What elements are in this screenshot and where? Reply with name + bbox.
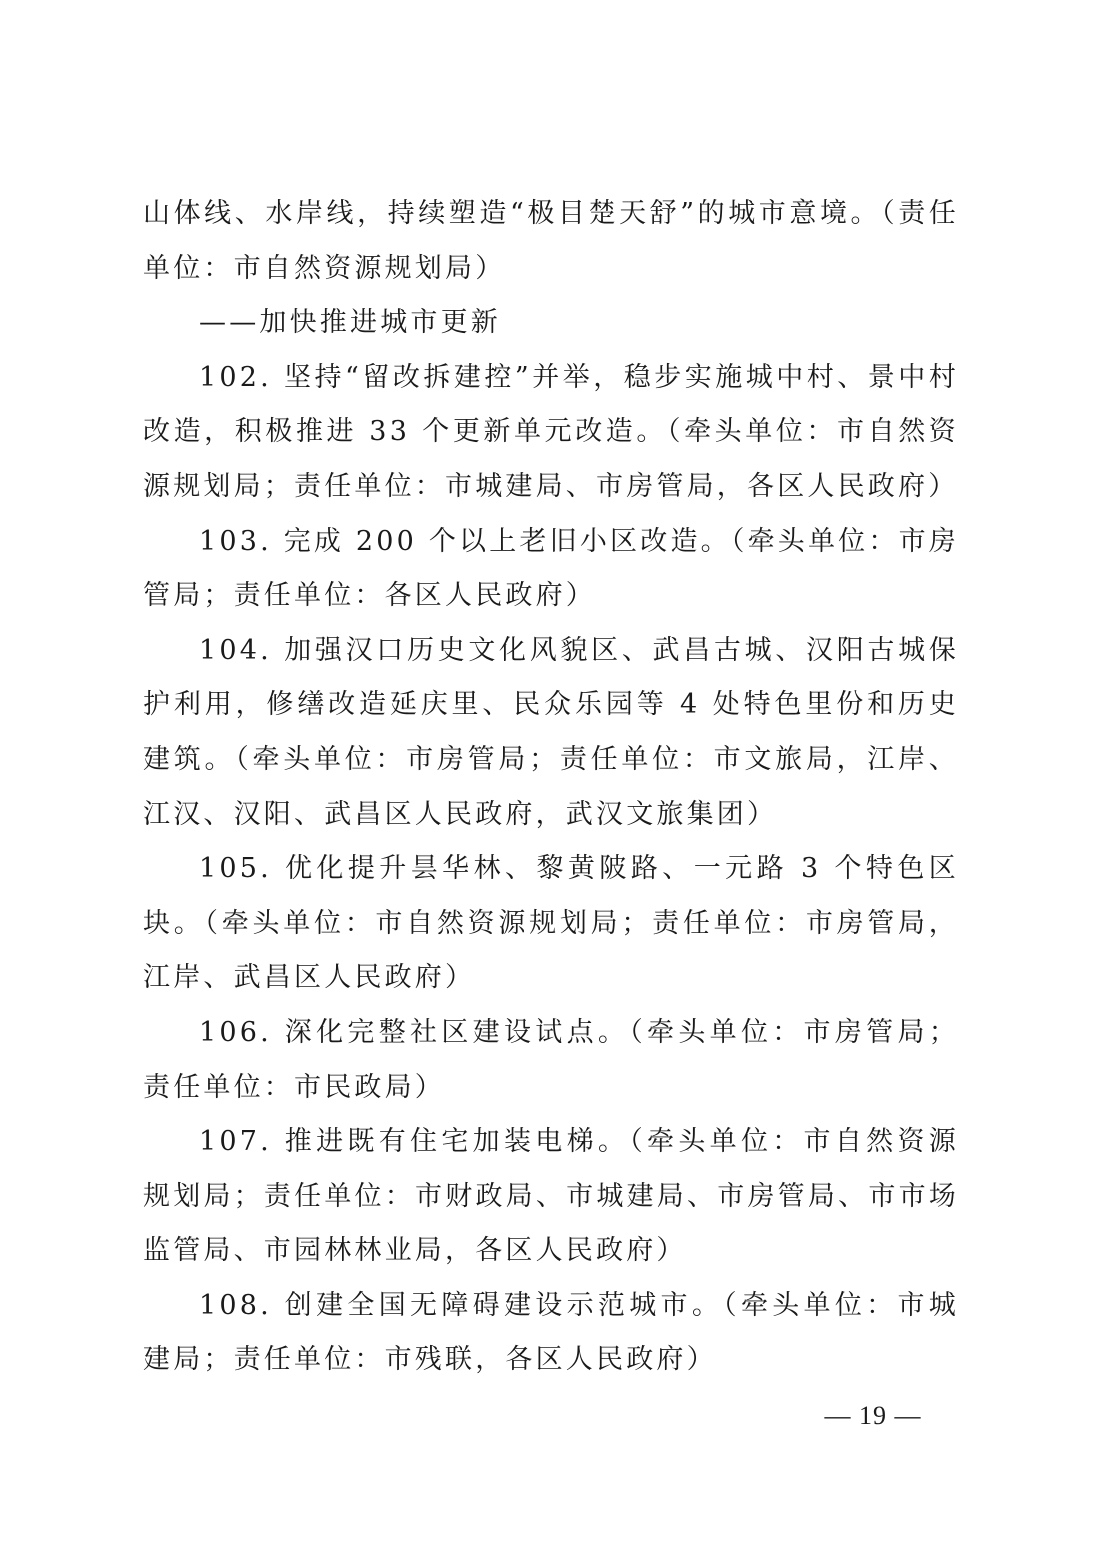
- page-number: — 19 —: [824, 1401, 922, 1430]
- section-heading: ——加快推进城市更新: [199, 307, 501, 339]
- item-104: 104. 加强汉口历史文化风貌区、武昌古城、汉阳古城保护利用，修缮改造延庆里、民众乐园等 4 处特色里份和历史建筑。（牵头单位：市房管局；责任单位：市文旅局，江岸、江汉、汉阳、武昌区人民政府，武汉文旅集团）: [143, 634, 959, 830]
- paragraph-continuation: 山体线、水岸线，持续塑造“极目楚天舒”的城市意境。（责任单位：市自然资源规划局）: [143, 198, 959, 284]
- item-103: 103. 完成 200 个以上老旧小区改造。（牵头单位：市房管局；责任单位：各区人民政府）: [143, 525, 959, 612]
- item-102: 102. 坚持“留改拆建控”并举，稳步实施城中村、景中村改造，积极推进 33 个更新单元改造。（牵头单位：市自然资源规划局；责任单位：市城建局、市房管局，各区人民政府）: [143, 361, 959, 502]
- item-107: 107. 推进既有住宅加装电梯。（牵头单位：市自然资源规划局；责任单位：市财政局、市城建局、市房管局、市市场监管局、市园林林业局，各区人民政府）: [143, 1126, 959, 1267]
- item-106: 106. 深化完整社区建设试点。（牵头单位：市房管局；责任单位：市民政局）: [143, 1016, 959, 1103]
- item-105: 105. 优化提升昙华林、黎黄陂路、一元路 3 个特色区块。（牵头单位：市自然资源规划局；责任单位：市房管局，江岸、武昌区人民政府）: [143, 853, 959, 994]
- item-108: 108. 创建全国无障碍建设示范城市。（牵头单位：市城建局；责任单位：市残联，各区人民政府）: [143, 1289, 959, 1376]
- document-body: [143, 187, 959, 1388]
